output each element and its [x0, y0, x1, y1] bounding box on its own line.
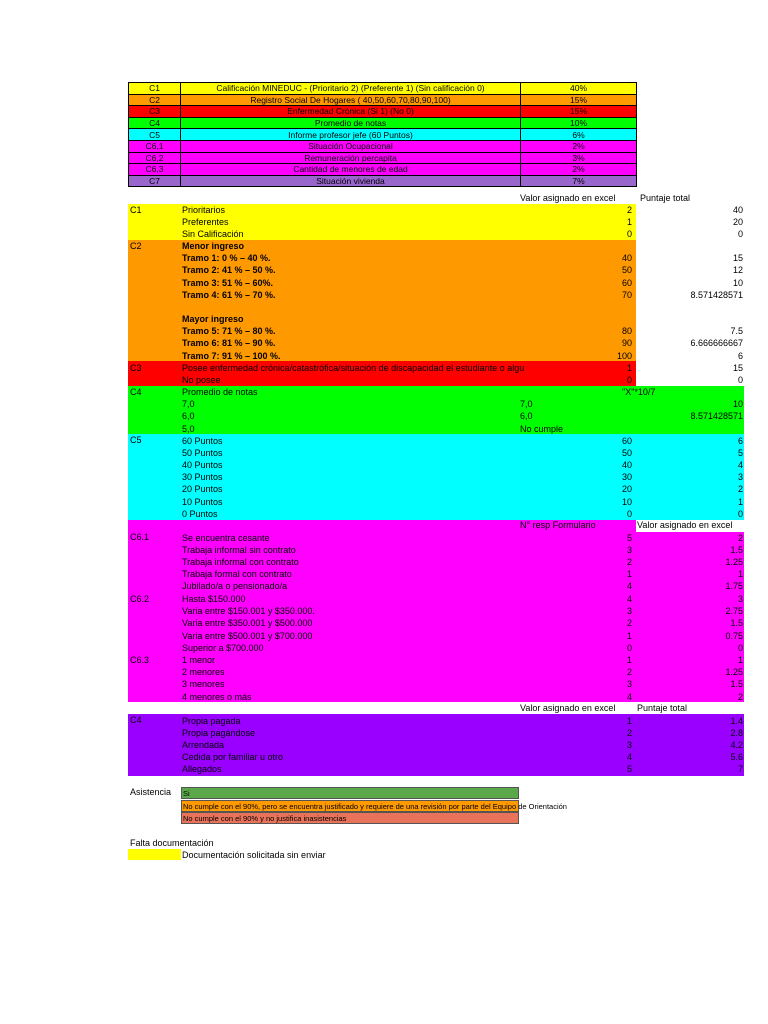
- legend-row: [129, 140, 637, 152]
- c5-row-value: 40: [621, 460, 632, 470]
- c2-row-label: Tramo 5: 71 % – 80 %.: [182, 326, 276, 337]
- c4-row-label: 5,0: [182, 423, 195, 434]
- legend-code: C6,1: [129, 140, 181, 152]
- c63-row-value: 4: [626, 691, 632, 702]
- c62-row-label: Varia entre $150.001 y $350.000.: [182, 606, 315, 617]
- c61-row-value: 5: [626, 532, 632, 543]
- c61-row-label: Se encuentra cesante: [182, 532, 270, 543]
- c61-row-points: 1.25: [725, 556, 743, 567]
- legend-desc: Registro Social De Hogares ( 40,50,60,70,80,90,100): [181, 94, 521, 106]
- c1-row-points: 40: [732, 205, 743, 215]
- c61-row-label: Trabaja informal sin contrato: [182, 544, 296, 555]
- header-puntaje-total-3: Puntaje total: [637, 703, 688, 713]
- c62-row-value: 4: [626, 594, 632, 604]
- c5-row-points: 5: [737, 447, 743, 458]
- c63-row-value: 1: [626, 655, 632, 665]
- c2-row-label: Tramo 2: 41 % – 50 %.: [182, 265, 276, 276]
- c61-row-points: 1.5: [730, 544, 743, 555]
- c7-row-value: 3: [626, 739, 632, 750]
- c4-row-mid: 6,0: [520, 411, 533, 422]
- c7-row-points: 7: [737, 764, 743, 775]
- c4-title: Promedio de notas: [182, 387, 258, 397]
- c7-code: C4: [130, 715, 142, 725]
- legend-code: C6,3: [129, 164, 181, 176]
- c3-row-label: No posee: [182, 375, 221, 386]
- c62-row-value: 2: [626, 618, 632, 629]
- c62-row-value: 1: [626, 630, 632, 641]
- c7-row-points: 4.2: [730, 739, 743, 750]
- c2-row-value: 100: [616, 350, 632, 361]
- c62-row-points: 0.75: [725, 630, 743, 641]
- legend-row: [129, 106, 637, 118]
- c5-row-points: 3: [737, 472, 743, 483]
- legend-row: [129, 83, 637, 95]
- c63-row-points: 1.5: [730, 679, 743, 690]
- c3-row-points: 0: [737, 375, 743, 386]
- asistencia-item: No cumple con el 90% y no justifica inasistencias: [181, 812, 519, 824]
- c5-row-value: 30: [621, 472, 632, 483]
- legend-code: C5: [129, 129, 181, 141]
- legend-pct: 15%: [521, 106, 637, 118]
- legend-pct: 3%: [521, 152, 637, 164]
- c63-row-points: 1: [737, 655, 743, 665]
- c1-row-value: 0: [626, 229, 632, 240]
- c61-row-label: Trabaja informal con contrato: [182, 556, 299, 567]
- c1-row-label: Sin Calificación: [182, 229, 244, 240]
- c62-row-label: Superior a $700.000: [182, 642, 264, 653]
- c2-row-points: 10: [732, 277, 743, 288]
- c5-code: C5: [130, 435, 142, 445]
- c1-row-points: 0: [737, 229, 743, 240]
- legend-code: C1: [129, 83, 181, 95]
- c63-row-value: 3: [626, 679, 632, 690]
- c62-row-points: 0: [737, 642, 743, 653]
- c61-row-value: 2: [626, 556, 632, 567]
- c3-row-value: 1: [626, 363, 632, 373]
- legend-pct: 2%: [521, 140, 637, 152]
- c2-row-points: 8.571428571: [690, 289, 743, 300]
- c7-row-value: 4: [626, 752, 632, 763]
- c61-code: C6.1: [130, 532, 150, 542]
- falta-doc-item: Documentación solicitada sin enviar: [182, 850, 326, 860]
- legend-pct: 2%: [521, 164, 637, 176]
- c1-row-label: Preferentes: [182, 217, 229, 228]
- legend-code: C3: [129, 106, 181, 118]
- asistencia-item: Si: [181, 787, 519, 799]
- legend-row: [129, 129, 637, 141]
- c63-row-points: 1.25: [725, 667, 743, 678]
- c1-pts-cell: [636, 204, 744, 240]
- c61-row-points: 1.75: [725, 581, 743, 592]
- c2-row-label: Tramo 3: 51 % – 60%.: [182, 277, 274, 288]
- legend-pct: 6%: [521, 129, 637, 141]
- c61-row-value: 1: [626, 569, 632, 580]
- c4-row-label: 7,0: [182, 399, 195, 410]
- c7-row-points: 2.8: [730, 727, 743, 738]
- legend-code: C4: [129, 117, 181, 129]
- c1-row-value: 1: [626, 217, 632, 228]
- legend-code: C2: [129, 94, 181, 106]
- c2-row-points: 6: [737, 350, 743, 361]
- legend-row: [129, 152, 637, 164]
- c63-row-label: 3 menores: [182, 679, 225, 690]
- c4-row-mid: 7,0: [520, 399, 533, 410]
- header-n-resp: N° resp Formulario: [520, 520, 596, 530]
- c2-row-value: 60: [621, 277, 632, 288]
- c2-row-points: 15: [732, 253, 743, 264]
- c5-row-points: 2: [737, 484, 743, 495]
- c4-row-label: 6,0: [182, 411, 195, 422]
- c5-row-label: 20 Puntos: [182, 484, 223, 495]
- c61-row-value: 3: [626, 544, 632, 555]
- c7-row-label: Propia pagada: [182, 715, 241, 726]
- c62-row-label: Varia entre $500.001 y $700.000: [182, 630, 313, 641]
- c4-row-mid: No cumple: [520, 423, 564, 434]
- c2-menor-ingreso: Menor ingreso: [182, 241, 245, 251]
- c4-row-points: 8.571428571: [690, 411, 743, 422]
- c5-row-value: 0: [626, 508, 632, 519]
- legend-pct: 7%: [521, 175, 637, 187]
- c62-row-value: 0: [626, 642, 632, 653]
- legend-code: C6,2: [129, 152, 181, 164]
- c7-row-label: Allegados: [182, 764, 222, 775]
- c5-row-points: 0: [737, 508, 743, 519]
- c63-row-value: 2: [626, 667, 632, 678]
- c61-row-value: 4: [626, 581, 632, 592]
- c62-row-label: Hasta $150.000: [182, 594, 246, 604]
- c2-row-points: 7.5: [730, 326, 743, 337]
- c3-row-points: 15: [732, 363, 743, 373]
- legend-code: C7: [129, 175, 181, 187]
- c2-row-value: 70: [621, 289, 632, 300]
- c5-row-label: 0 Puntos: [182, 508, 218, 519]
- c7-row-points: 5.6: [730, 752, 743, 763]
- legend-desc: Enfermedad Crónica (Si 1) (No 0): [181, 106, 521, 118]
- legend-row: [129, 117, 637, 129]
- header-valor-excel: Valor asignado en excel: [520, 193, 616, 203]
- legend-row: [129, 164, 637, 176]
- asistencia-label: Asistencia: [130, 787, 172, 797]
- c62-row-points: 3: [737, 594, 743, 604]
- c7-row-label: Cedida por familiar u otro: [182, 752, 284, 763]
- c2-row-label: Tramo 7: 91 % – 100 %.: [182, 350, 281, 361]
- header-valor-excel-3: Valor asignado en excel: [520, 703, 616, 713]
- c2-code: C2: [130, 241, 142, 251]
- legend-desc: Informe profesor jefe (60 Puntos): [181, 129, 521, 141]
- c62-row-value: 3: [626, 606, 632, 617]
- c62-row-label: Varia entre $350.001 y $500.000: [182, 618, 313, 629]
- c7-row-value: 5: [626, 764, 632, 775]
- c62-row-points: 2.75: [725, 606, 743, 617]
- c3-code: C3: [130, 363, 142, 373]
- legend-desc: Situación vivienda: [181, 175, 521, 187]
- legend-desc: Remuneración percapita: [181, 152, 521, 164]
- c2-row-label: Tramo 1: 0 % – 40 %.: [182, 253, 271, 264]
- criteria-legend-table: [128, 82, 637, 187]
- c5-row-points: 6: [737, 435, 743, 446]
- c5-row-value: 50: [621, 447, 632, 458]
- c2-row-points: 12: [732, 265, 743, 276]
- c7-row-label: Arrendada: [182, 739, 225, 750]
- legend-pct: 10%: [521, 117, 637, 129]
- c2-row-label: Tramo 4: 61 % – 70 %.: [182, 289, 276, 300]
- c3-pts-cell: [636, 361, 744, 386]
- c2-mayor-ingreso: Mayor ingreso: [182, 314, 244, 324]
- header-valor-excel-2: Valor asignado en excel: [637, 520, 733, 530]
- c1-row-value: 2: [626, 205, 632, 215]
- legend-pct: 40%: [521, 83, 637, 95]
- c62-code: C6.2: [130, 594, 150, 604]
- falta-doc-swatch: [128, 849, 181, 860]
- c5-row-value: 20: [621, 484, 632, 495]
- c7-row-value: 2: [626, 727, 632, 738]
- c2-row-value: 50: [621, 265, 632, 276]
- legend-row: [129, 175, 637, 187]
- c2-row-value: 90: [621, 338, 632, 349]
- legend-row: [129, 94, 637, 106]
- asistencia-item: No cumple con el 90%, pero se encuentra justificado y requiere de una revisión por parte del Equipo de Orientación: [183, 801, 567, 811]
- c63-row-label: 4 menores o más: [182, 691, 252, 702]
- c7-row-value: 1: [626, 715, 632, 726]
- c3-row-value: 0: [626, 375, 632, 386]
- c5-row-label: 10 Puntos: [182, 496, 223, 507]
- c61-row-points: 1: [737, 569, 743, 580]
- c7-row-label: Propia pagándose: [182, 727, 256, 738]
- c63-row-label: 1 menor: [182, 655, 216, 665]
- c2-row-value: 80: [621, 326, 632, 337]
- c2-row-label: Tramo 6: 81 % – 90 %.: [182, 338, 276, 349]
- c7-row-points: 1.4: [730, 715, 743, 726]
- c5-row-value: 60: [621, 435, 632, 446]
- legend-desc: Promedio de notas: [181, 117, 521, 129]
- header-puntaje-total: Puntaje total: [640, 193, 691, 203]
- c5-row-label: 40 Puntos: [182, 460, 223, 470]
- c63-row-label: 2 menores: [182, 667, 225, 678]
- c5-row-label: 50 Puntos: [182, 447, 223, 458]
- c2-row-points: 6.666666667: [690, 338, 743, 349]
- c1-row-label: Prioritarios: [182, 205, 226, 215]
- legend-desc: Situación Ocupacional: [181, 140, 521, 152]
- c4-row-points: 10: [732, 399, 743, 410]
- c62-row-points: 1.5: [730, 618, 743, 629]
- c4-formula: "X"*10/7: [622, 387, 656, 397]
- c5-row-points: 1: [737, 496, 743, 507]
- c61-row-label: Trabaja formal con contrato: [182, 569, 292, 580]
- c61-row-points: 2: [737, 532, 743, 543]
- c5-row-points: 4: [737, 460, 743, 470]
- c5-row-value: 10: [621, 496, 632, 507]
- c3-row-label: Posee enfermedad crónica/catastrófica/situación de discapacidad el estudiante o algu: [182, 363, 525, 373]
- c1-code: C1: [130, 205, 142, 215]
- c63-code: C6.3: [130, 655, 150, 665]
- c63-row-points: 2: [737, 691, 743, 702]
- legend-desc: Cantidad de menores de edad: [181, 164, 521, 176]
- legend-desc: Calificación MINEDUC - (Prioritario 2) (Preferente 1) (Sin calificación 0): [181, 83, 521, 95]
- c5-row-label: 60 Puntos: [182, 435, 223, 446]
- c1-row-points: 20: [732, 217, 743, 228]
- c5-row-label: 30 Puntos: [182, 472, 223, 483]
- c2-row-value: 40: [621, 253, 632, 264]
- falta-doc-label: Falta documentación: [130, 838, 214, 848]
- legend-pct: 15%: [521, 94, 637, 106]
- c4-code: C4: [130, 387, 142, 397]
- c61-row-label: Jubilado/a o pensionado/a: [182, 581, 288, 592]
